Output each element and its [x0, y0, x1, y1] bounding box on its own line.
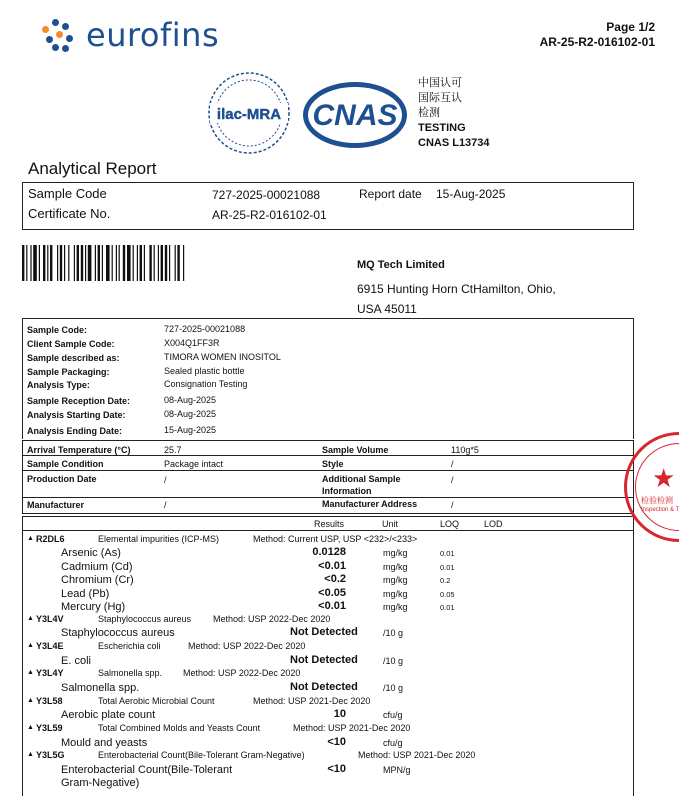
barcode-bar — [183, 245, 184, 281]
accreditation-line: 检测 — [418, 107, 440, 119]
barcode-bar — [33, 245, 37, 281]
barcode-bar — [154, 245, 155, 281]
analyte-result: Not Detected — [290, 681, 358, 693]
analyte-unit: mg/kg — [383, 562, 408, 572]
star-icon: ★ — [652, 463, 676, 493]
sample-info-value: Sealed plastic bottle — [164, 366, 245, 376]
sample-info-label: Sample Packaging: — [27, 367, 110, 377]
test-code: Y3L4Y — [36, 668, 64, 678]
client-address-line1: 6915 Hunting Horn CtHamilton, Ohio, — [357, 282, 556, 296]
analyte-result: <10 — [327, 763, 346, 775]
sample-info-value: TIMORA WOMEN INOSITOL — [164, 352, 281, 362]
sample-volume-value: 110g*5 — [451, 445, 479, 455]
triangle-icon: ▲ — [27, 669, 34, 676]
barcode-bar — [133, 245, 134, 281]
test-description: Salmonella spp. — [98, 668, 163, 678]
test-code: Y3L5G — [36, 750, 65, 760]
analyte-result: <10 — [327, 736, 346, 748]
barcode-bar — [64, 245, 65, 281]
analyte-unit: cfu/g — [383, 738, 403, 748]
header-certificate-ref: AR-25-R2-016102-01 — [539, 35, 655, 49]
barcode-bar — [175, 245, 176, 281]
test-description: Staphylococcus aureus — [98, 614, 192, 624]
analyte-name-cont: Gram-Negative) — [61, 777, 140, 789]
test-method: Method: USP 2022-Dec 2020 — [213, 614, 331, 624]
barcode-bar — [88, 245, 92, 281]
report-date-label: Report date — [359, 187, 422, 201]
barcode-bar — [161, 245, 163, 281]
analyte-result: <0.01 — [318, 560, 346, 572]
sample-code-value: 727-2025-00021088 — [212, 188, 321, 202]
manufacturer-value: / — [164, 500, 167, 510]
barcode-bar — [60, 245, 62, 281]
sample-condition-value: Package intact — [164, 459, 224, 469]
test-description: Enterobacterial Count(Bile-Tolerant Gram-Negative) — [98, 750, 305, 760]
eurofins-logo-mark — [42, 19, 76, 53]
test-description: Total Aerobic Microbial Count — [98, 696, 215, 706]
barcode-bar — [137, 245, 138, 281]
unit-col-header: Unit — [382, 519, 399, 529]
report-title: Analytical Report — [28, 159, 157, 178]
test-method: Method: USP 2022-Dec 2020 — [188, 641, 306, 651]
additional-info-value: / — [451, 475, 454, 485]
barcode-bar — [77, 245, 79, 281]
style-label: Style — [322, 459, 344, 469]
analyte-name: Lead (Pb) — [61, 588, 110, 600]
additional-info-label-1: Additional Sample — [322, 474, 401, 484]
analyte-unit: mg/kg — [383, 589, 408, 599]
analyte-unit: /10 g — [383, 628, 404, 638]
barcode-bar — [26, 245, 27, 281]
analyte-result: Not Detected — [290, 626, 358, 638]
barcode-bar — [50, 245, 52, 281]
barcode-bar — [112, 245, 113, 281]
analyte-loq: 0.01 — [440, 549, 455, 558]
additional-info-label-2: Information — [322, 486, 372, 496]
page-number: Page 1/2 — [606, 20, 655, 34]
report-summary-box — [22, 182, 634, 230]
analyte-name: Aerobic plate count — [61, 709, 156, 721]
barcode-bar — [169, 245, 170, 281]
barcode-bar — [68, 245, 69, 281]
test-method: Method: USP 2021-Dec 2020 — [293, 723, 411, 733]
sample-info-value: 727-2025-00021088 — [164, 324, 246, 334]
analyte-name: Enterobacterial Count(Bile-Tolerant — [61, 764, 233, 776]
sample-info-value: 08-Aug-2025 — [164, 409, 217, 419]
brand-name: eurofins — [86, 16, 220, 54]
manufacturer-address-value: / — [451, 500, 454, 510]
analyte-name: Cadmium (Cd) — [61, 561, 133, 573]
results-col-header: Results — [314, 519, 345, 529]
analyte-result: <0.2 — [324, 573, 346, 585]
barcode-bar — [85, 245, 86, 281]
barcode-bar — [149, 245, 151, 281]
report-date-value: 15-Aug-2025 — [436, 187, 506, 201]
manufacturer-label: Manufacturer — [27, 500, 85, 510]
cnas-logo-text: CNAS — [312, 99, 398, 132]
analyte-result: 10 — [333, 708, 346, 720]
test-method: Method: USP 2021-Dec 2020 — [253, 696, 371, 706]
sample-info-value: 15-Aug-2025 — [164, 425, 217, 435]
barcode-bar — [98, 245, 100, 281]
test-description: Escherichia coli — [98, 641, 161, 651]
analyte-name: Chromium (Cr) — [61, 574, 134, 586]
triangle-icon: ▲ — [27, 535, 34, 542]
barcode-bar — [39, 245, 40, 281]
barcode-bar — [74, 245, 75, 281]
analyte-result: 0.0128 — [312, 546, 346, 558]
ilac-logo-text: ilac-MRA — [216, 106, 282, 123]
lod-col-header: LOD — [484, 519, 503, 529]
barcode-bar — [106, 245, 110, 281]
sample-info-box — [22, 318, 634, 439]
barcode-bar — [140, 245, 142, 281]
analyte-name: Arsenic (As) — [61, 547, 121, 559]
triangle-icon: ▲ — [27, 724, 34, 731]
analyte-unit: /10 g — [383, 683, 404, 693]
analyte-result: Not Detected — [290, 654, 358, 666]
sample-condition-label: Sample Condition — [27, 459, 104, 469]
sample-volume-label: Sample Volume — [322, 445, 389, 455]
stamp-text: 检验检测 — [641, 496, 673, 505]
analyte-name: Staphylococcus aureus — [61, 627, 175, 639]
analyte-loq: 0.05 — [440, 590, 455, 599]
triangle-icon: ▲ — [27, 697, 34, 704]
triangle-icon: ▲ — [27, 615, 34, 622]
accreditation-line: CNAS L13734 — [418, 137, 490, 149]
barcode-bar — [144, 245, 145, 281]
sample-info-label: Analysis Starting Date: — [27, 410, 126, 420]
analyte-unit: mg/kg — [383, 575, 408, 585]
sample-info-label: Sample Code: — [27, 325, 88, 335]
analyte-name: E. coli — [61, 655, 91, 667]
barcode — [22, 245, 240, 281]
barcode-bar — [127, 245, 131, 281]
sample-info-label: Sample described as: — [27, 353, 120, 363]
barcode-bar — [81, 245, 83, 281]
analyte-result: <0.01 — [318, 600, 346, 612]
test-code: Y3L58 — [36, 696, 63, 706]
triangle-icon: ▲ — [27, 751, 34, 758]
sample-info-label: Client Sample Code: — [27, 339, 115, 349]
stamp-text-en: Inspection & T — [641, 507, 679, 513]
barcode-bar — [123, 245, 125, 281]
test-method: Method: USP 2021-Dec 2020 — [358, 750, 476, 760]
ilac-mra-logo — [206, 70, 292, 156]
sample-code-label: Sample Code — [28, 186, 107, 201]
style-value: / — [451, 459, 454, 469]
test-code: R2DL6 — [36, 534, 65, 544]
sample-info-value: X004Q1FF3R — [164, 338, 220, 348]
production-date-value: / — [164, 475, 167, 485]
barcode-bar — [119, 245, 120, 281]
sample-info-value: Consignation Testing — [164, 379, 248, 389]
barcode-bar — [43, 245, 45, 281]
accreditation-line: TESTING — [418, 122, 466, 134]
client-address-line2: USA 45011 — [357, 302, 417, 316]
test-description: Elemental impurities (ICP-MS) — [98, 534, 220, 544]
client-name: MQ Tech Limited — [357, 259, 445, 271]
barcode-bar — [57, 245, 58, 281]
arrival-temp-label: Arrival Temperature (°C) — [27, 445, 131, 455]
analyte-unit: cfu/g — [383, 710, 403, 720]
test-code: Y3L59 — [36, 723, 63, 733]
certificate-label: Certificate No. — [28, 206, 111, 221]
accreditation-line: 中国认可 — [418, 77, 462, 89]
barcode-bar — [47, 245, 48, 281]
test-code: Y3L4V — [36, 614, 64, 624]
analyte-unit: MPN/g — [383, 765, 411, 775]
cnas-logo — [300, 78, 410, 152]
production-date-label: Production Date — [27, 474, 97, 484]
analyte-name: Salmonella spp. — [61, 682, 140, 694]
test-code: Y3L4E — [36, 641, 64, 651]
analyte-name: Mercury (Hg) — [61, 601, 126, 613]
barcode-bar — [116, 245, 117, 281]
analyte-unit: /10 g — [383, 656, 404, 666]
sample-info-label: Analysis Ending Date: — [27, 426, 123, 436]
test-method: Method: Current USP, USP <232>/<233> — [253, 534, 418, 544]
barcode-bar — [30, 245, 31, 281]
analyte-unit: mg/kg — [383, 602, 408, 612]
loq-col-header: LOQ — [440, 519, 460, 529]
triangle-icon: ▲ — [27, 642, 34, 649]
arrival-temp-value: 25.7 — [164, 445, 182, 455]
test-description: Total Combined Molds and Yeasts Count — [98, 723, 261, 733]
barcode-bar — [158, 245, 159, 281]
sample-info-value: 08-Aug-2025 — [164, 395, 217, 405]
barcode-bar — [95, 245, 96, 281]
analyte-name: Mould and yeasts — [61, 737, 148, 749]
analyte-unit: mg/kg — [383, 548, 408, 558]
test-method: Method: USP 2022-Dec 2020 — [183, 668, 301, 678]
analyte-loq: 0.01 — [440, 603, 455, 612]
certificate-value: AR-25-R2-016102-01 — [212, 208, 327, 222]
barcode-bar — [102, 245, 103, 281]
sample-info-label: Analysis Type: — [27, 380, 90, 390]
sample-info-label: Sample Reception Date: — [27, 396, 131, 406]
accreditation-line: 国际互认 — [418, 92, 462, 104]
barcode-bar — [22, 245, 24, 281]
barcode-bar — [165, 245, 167, 281]
accreditation-text — [418, 76, 490, 151]
analyte-result: <0.05 — [318, 587, 346, 599]
manufacturer-address-label: Manufacturer Address — [322, 499, 418, 509]
analyte-loq: 0.2 — [440, 576, 451, 585]
analyte-loq: 0.01 — [440, 563, 455, 572]
barcode-bar — [177, 245, 179, 281]
